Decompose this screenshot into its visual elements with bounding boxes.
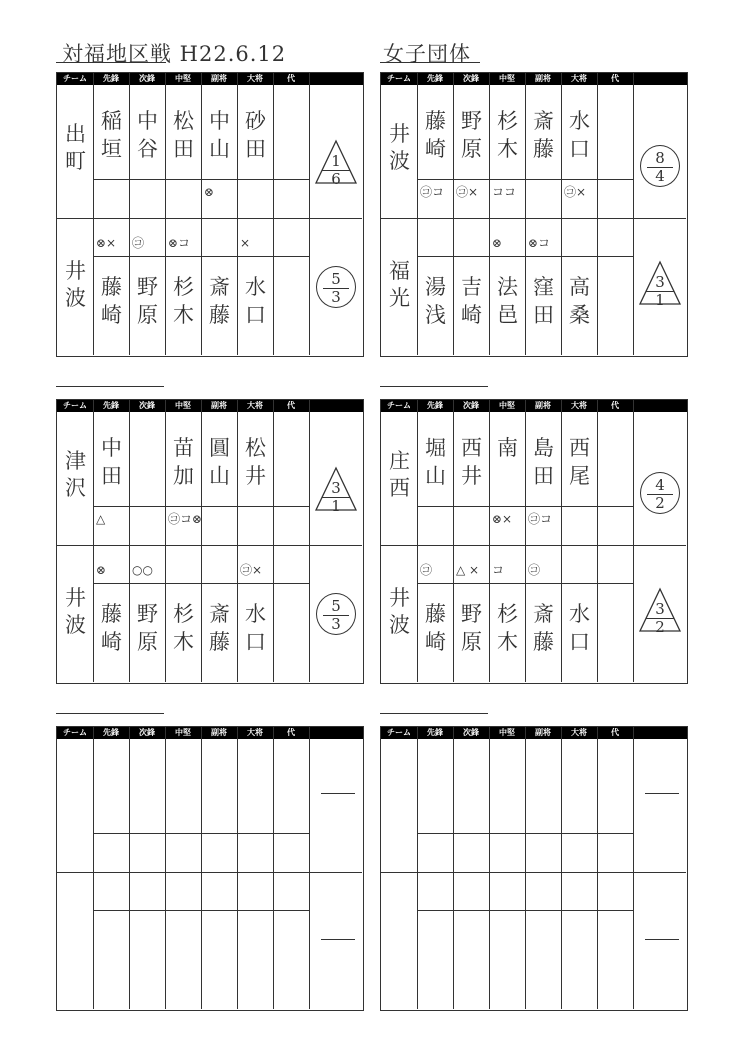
column-label: 代 [611,401,619,410]
column-label: 代 [611,728,619,737]
column-divider [417,73,418,355]
column-label: 先鋒 [427,74,443,83]
row-divider [93,910,309,911]
player-name-bottom: 湯浅 [425,275,446,327]
column-divider [237,727,238,1009]
player-name-top: 松井 [245,436,266,488]
column-label: 代 [611,74,619,83]
column-label: 次鋒 [139,74,155,83]
column-divider [237,73,238,355]
column-label: 大将 [571,401,587,410]
column-divider [489,73,490,355]
row-divider [93,256,309,257]
score-sheet [380,726,688,1011]
result-mark-bottom: × [240,236,251,250]
player-name-bottom: 杉木 [173,602,194,654]
player-name-top: 杉木 [497,109,518,161]
row-divider [93,833,309,834]
column-divider [597,73,598,355]
player-name-top: 島田 [533,436,554,488]
column-divider [129,73,130,355]
score-sheet [56,72,364,357]
player-name-top: 中田 [101,436,122,488]
column-label: 副将 [535,74,551,83]
score-bottom-value: 2 [655,494,665,512]
column-label: チーム [387,74,411,83]
score-score_top [316,145,356,188]
result-mark-bottom: ㋙× [240,563,263,577]
column-label: チーム [387,728,411,737]
column-divider [525,727,526,1009]
column-divider [309,73,310,355]
column-divider [273,727,274,1009]
score-score_top [640,145,680,187]
column-label: 次鋒 [463,74,479,83]
score-blank-line [645,793,679,794]
column-label: 副将 [211,74,227,83]
column-divider [633,73,634,355]
result-mark-bottom: ⊗コ [168,236,191,250]
column-label: チーム [63,74,87,83]
column-divider [309,727,310,1009]
score-score_bottom [316,593,356,635]
column-divider [489,727,490,1009]
column-label: 先鋒 [427,401,443,410]
player-name-bottom: 野原 [461,602,482,654]
score-bottom-value: 3 [331,615,341,633]
column-label: 中堅 [175,74,191,83]
player-name-top: 斎藤 [533,109,554,161]
result-mark-top: △ [96,512,106,526]
column-divider [93,73,94,355]
column-divider [273,400,274,682]
column-divider [597,400,598,682]
column-label: 次鋒 [139,401,155,410]
player-name-bottom: 藤崎 [101,602,122,654]
row-divider [381,545,686,546]
score-top-value: 3 [655,600,665,618]
row-divider [381,218,686,219]
score-top-value: 5 [331,270,341,288]
score-bottom-value: 1 [655,291,665,309]
row-divider [93,583,309,584]
score-blank-line [321,793,355,794]
player-name-bottom: 法邑 [497,275,518,327]
player-name-bottom: 高桑 [569,275,590,327]
row-divider [57,872,362,873]
column-divider [165,400,166,682]
result-mark-bottom: ㋙ [528,563,541,577]
result-mark-bottom: ⊗コ [528,236,551,250]
column-label: 次鋒 [463,401,479,410]
column-label: 大将 [247,74,263,83]
result-mark-bottom: ⊗× [96,236,117,250]
team-name-bottom: 井波 [65,259,86,310]
column-label: 先鋒 [103,74,119,83]
team-name-bottom: 井波 [389,586,410,637]
column-label: 中堅 [499,728,515,737]
result-mark-top: ㋙× [456,185,479,199]
column-label: 代 [287,74,295,83]
result-mark-bottom: コ [492,563,505,577]
player-name-bottom: 藤崎 [425,602,446,654]
column-divider [129,727,130,1009]
player-name-bottom: 杉木 [497,602,518,654]
result-mark-bottom: ○○ [132,563,153,577]
column-label: 次鋒 [139,728,155,737]
team-name-top: 出町 [65,122,86,173]
row-divider [381,872,686,873]
result-mark-top: ココ [492,185,517,199]
result-mark-bottom: ⊗ [96,563,107,577]
player-name-bottom: 斎藤 [533,602,554,654]
column-label: 副将 [211,728,227,737]
column-header [381,727,687,739]
column-label: チーム [63,728,87,737]
player-name-bottom: 杉木 [173,275,194,327]
column-divider [453,73,454,355]
row-divider [57,218,362,219]
team-name-top: 庄西 [389,449,410,500]
blank-line [380,713,488,714]
column-divider [93,727,94,1009]
column-label: 代 [287,728,295,737]
score-top-value: 4 [655,476,665,494]
row-divider [417,179,633,180]
row-divider [417,583,633,584]
player-name-bottom: 野原 [137,275,158,327]
result-mark-bottom: ㋙ [420,563,433,577]
player-name-top: 南 [497,436,518,460]
player-name-bottom: 斎藤 [209,602,230,654]
column-divider [417,400,418,682]
result-mark-top: ㋙コ⊗ [168,512,203,526]
column-divider [633,727,634,1009]
player-name-top: 稲垣 [101,109,122,161]
column-divider [273,73,274,355]
player-name-top: 苗加 [173,436,194,488]
column-label: 中堅 [499,74,515,83]
column-divider [201,727,202,1009]
result-mark-bottom: ㋙ [132,236,145,250]
column-divider [417,727,418,1009]
title-right-underline [380,62,480,63]
player-name-top: 中谷 [137,109,158,161]
row-divider [57,545,362,546]
player-name-bottom: 水口 [245,602,266,654]
team-name-bottom: 福光 [389,259,410,310]
column-label: 副将 [535,728,551,737]
column-divider [453,727,454,1009]
player-name-top: 堀山 [425,436,446,488]
column-label: 副将 [535,401,551,410]
row-divider [417,833,633,834]
score-bottom-value: 2 [655,618,665,636]
player-name-top: 野原 [461,109,482,161]
player-name-top: 水口 [569,109,590,161]
column-divider [93,400,94,682]
column-divider [561,400,562,682]
score-top-value: 5 [331,597,341,615]
row-divider [93,179,309,180]
player-name-bottom: 水口 [245,275,266,327]
blank-line [56,713,164,714]
score-blank-line [321,939,355,940]
column-label: 中堅 [175,401,191,410]
column-header [57,727,363,739]
column-divider [597,727,598,1009]
player-name-top: 砂田 [245,109,266,161]
result-mark-bottom: ⊗ [492,236,503,250]
column-divider [165,73,166,355]
player-name-top: 西井 [461,436,482,488]
score-score_bottom [640,266,680,309]
result-mark-top: ⊗ [204,185,215,199]
score-bottom-value: 4 [655,167,665,185]
column-label: 中堅 [499,401,515,410]
result-mark-top: ㋙× [564,185,587,199]
player-name-bottom: 窪田 [533,275,554,327]
row-divider [93,506,309,507]
column-divider [489,400,490,682]
player-name-top: 中山 [209,109,230,161]
team-name-top: 津沢 [65,449,86,500]
column-divider [453,400,454,682]
column-divider [237,400,238,682]
result-mark-top: ㋙コ [528,512,553,526]
player-name-bottom: 斎藤 [209,275,230,327]
player-name-top: 藤崎 [425,109,446,161]
column-label: 大将 [247,728,263,737]
score-bottom-value: 1 [331,497,341,515]
column-label: チーム [387,401,411,410]
column-divider [201,400,202,682]
column-divider [165,727,166,1009]
column-label: 大将 [571,74,587,83]
player-name-bottom: 野原 [137,602,158,654]
score-score_top [316,472,356,515]
score-sheet [380,399,688,684]
team-name-top: 井波 [389,122,410,173]
column-label: 中堅 [175,728,191,737]
column-divider [309,400,310,682]
column-label: 大将 [571,728,587,737]
column-divider [561,727,562,1009]
score-score_top [640,472,680,514]
result-mark-bottom: △ × [456,563,480,577]
title-left: 対福地区戦 H22.6.12 [62,42,287,66]
score-sheet [56,399,364,684]
column-label: 先鋒 [103,401,119,410]
column-label: 次鋒 [463,728,479,737]
title-right: 女子団体 [383,42,471,66]
column-divider [525,73,526,355]
column-divider [201,73,202,355]
column-label: チーム [63,401,87,410]
column-divider [561,73,562,355]
column-label: 大将 [247,401,263,410]
score-score_bottom [316,266,356,308]
player-name-top: 西尾 [569,436,590,488]
score-top-value: 1 [331,152,341,170]
team-name-bottom: 井波 [65,586,86,637]
player-name-top: 松田 [173,109,194,161]
blank-line [380,386,488,387]
column-label: 代 [287,401,295,410]
score-top-value: 3 [655,273,665,291]
column-divider [525,400,526,682]
score-top-value: 8 [655,149,665,167]
player-name-bottom: 藤崎 [101,275,122,327]
score-score_bottom [640,593,680,636]
player-name-top: 圓山 [209,436,230,488]
column-label: 先鋒 [103,728,119,737]
title-left-underline [56,62,166,63]
score-top-value: 3 [331,479,341,497]
player-name-bottom: 吉崎 [461,275,482,327]
column-divider [633,400,634,682]
blank-line [56,386,164,387]
row-divider [417,910,633,911]
row-divider [417,256,633,257]
result-mark-top: ㋙コ [420,185,445,199]
player-name-bottom: 水口 [569,602,590,654]
score-bottom-value: 3 [331,288,341,306]
score-blank-line [645,939,679,940]
score-sheet [56,726,364,1011]
column-label: 先鋒 [427,728,443,737]
score-sheet [380,72,688,357]
column-header [57,400,363,412]
result-mark-top: ⊗× [492,512,513,526]
column-header [57,73,363,85]
column-divider [129,400,130,682]
row-divider [417,506,633,507]
column-label: 副将 [211,401,227,410]
column-header [381,400,687,412]
score-bottom-value: 6 [331,170,341,188]
column-header [381,73,687,85]
